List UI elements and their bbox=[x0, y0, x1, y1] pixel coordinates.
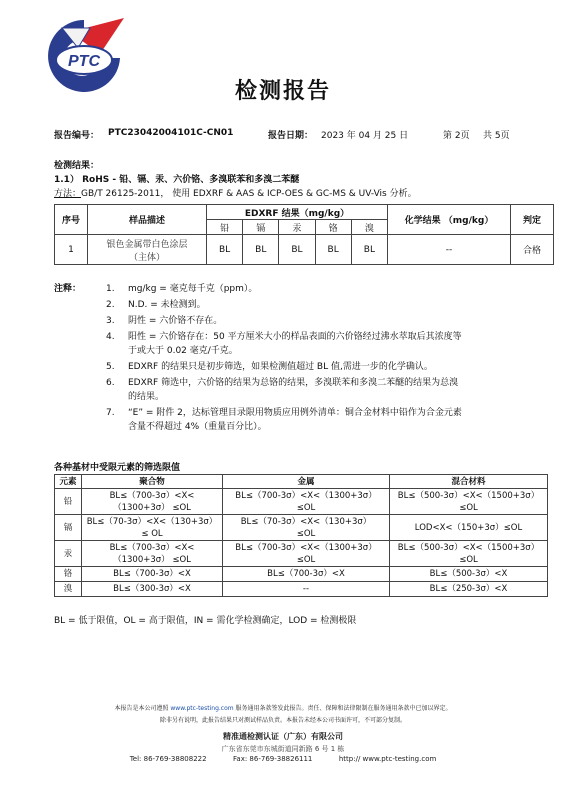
row-no: 1 bbox=[55, 235, 88, 265]
page-current: 第 2页 bbox=[443, 131, 470, 141]
col-chem: 化学结果 （mg/kg） bbox=[388, 205, 511, 235]
limits-heading: 各种基材中受限元素的筛选限值 bbox=[54, 463, 181, 473]
cell-mixed: BL≤（250-3σ）<X bbox=[390, 582, 548, 597]
cell-mixed: LOD<X<（150+3σ）≤OL bbox=[390, 515, 548, 541]
cell-metal: -- bbox=[223, 582, 390, 597]
footer-contact bbox=[0, 755, 566, 763]
elem-header: 溴 bbox=[351, 220, 387, 235]
cell-polymer: BL≤（700-3σ）<X< （1300+3σ） ≤OL bbox=[82, 489, 223, 515]
limits-table bbox=[54, 474, 548, 597]
col-edxrf: EDXRF 结果（mg/kg） bbox=[207, 205, 388, 220]
report-date-label: 报告日期： bbox=[268, 131, 314, 141]
col-metal: 金属 bbox=[223, 475, 390, 489]
row-element: 汞 bbox=[55, 541, 82, 567]
note-item: 5. EDXRF 的结果只是初步筛选，如果检测值超过 BL 值,需进一步的化学确认。 bbox=[106, 362, 433, 372]
row-chem: -- bbox=[388, 235, 511, 265]
row-element: 溴 bbox=[55, 582, 82, 597]
note-item: 7. “E” = 附件 2，达标管理目录限用物质应用例外清单：铜合金材料中铅作为合金元素 含量不得超过 4%（重量百分比）。 bbox=[106, 408, 462, 432]
results-subheading: 1.1） RoHS - 铅、镉、汞、六价铬、多溴联苯和多溴二苯醚 bbox=[54, 175, 300, 185]
row-value: BL bbox=[243, 235, 279, 265]
col-no: 序号 bbox=[55, 205, 88, 235]
elem-header: 汞 bbox=[279, 220, 315, 235]
note-item: 2. N.D. = 未检测到。 bbox=[106, 300, 206, 310]
footer-disclaimer: 除非另有说明，此报告结果只对测试样品负责。本报告未经本公司书面许可，不可部分复制。 bbox=[159, 717, 406, 724]
cell-polymer: BL≤（70-3σ）<X<（130+3σ） ≤ OL bbox=[82, 515, 223, 541]
method-line bbox=[54, 186, 417, 199]
notes-list bbox=[106, 282, 526, 434]
notes-label: 注释： bbox=[54, 284, 82, 294]
table-row bbox=[55, 489, 548, 515]
limits-legend: BL = 低于限值，OL = 高于限值，IN = 需化学检测确定，LOD = 检测极限 bbox=[54, 616, 357, 626]
footer-address: 广东省东莞市东城街道同新路 6 号 1 栋 bbox=[221, 745, 345, 753]
results-heading: 检测结果： bbox=[54, 161, 100, 171]
note-item: 4. 阳性 = 六价铬存在：50 平方厘米大小的样品表面的六价铬经过沸水萃取后其浓度等 于或大于 0.02 毫克/千克。 bbox=[106, 332, 462, 356]
row-value: BL bbox=[207, 235, 243, 265]
col-polymer: 聚合物 bbox=[82, 475, 223, 489]
footer-web[interactable]: http:// www.ptc-testing.com bbox=[338, 755, 437, 763]
table-row bbox=[55, 235, 554, 265]
row-value: BL bbox=[279, 235, 315, 265]
svg-text:PTC: PTC bbox=[68, 53, 100, 70]
results-table bbox=[54, 204, 554, 265]
row-element: 铬 bbox=[55, 567, 82, 582]
table-row bbox=[55, 541, 548, 567]
report-date: 2023 年 04 月 25 日 bbox=[321, 131, 409, 141]
page-title: 检测报告 bbox=[234, 79, 331, 104]
cell-polymer: BL≤（300-3σ）<X bbox=[82, 582, 223, 597]
footer-fax: Fax: 86-769-38826111 bbox=[233, 755, 313, 763]
row-desc: 银色金属带白色涂层 （主体） bbox=[88, 235, 207, 265]
elem-header: 铬 bbox=[315, 220, 351, 235]
col-desc: 样品描述 bbox=[88, 205, 207, 235]
col-element: 元素 bbox=[55, 475, 82, 489]
col-mixed: 混合材料 bbox=[390, 475, 548, 489]
cell-mixed: BL≤（500-3σ）<X<（1500+3σ） ≤OL bbox=[390, 541, 548, 567]
cell-metal: BL≤（70-3σ）<X<（130+3σ） ≤OL bbox=[223, 515, 390, 541]
report-number-label: 报告编号： bbox=[54, 131, 100, 141]
cell-polymer: BL≤（700-3σ）<X< （1300+3σ） ≤OL bbox=[82, 541, 223, 567]
method-label: 方法： bbox=[54, 189, 82, 199]
page-total: 共 5页 bbox=[483, 131, 510, 141]
elem-header: 铅 bbox=[207, 220, 243, 235]
table-row bbox=[55, 567, 548, 582]
note-item: 3. 阴性 = 六价铬不存在。 bbox=[106, 316, 223, 326]
cell-metal: BL≤（700-3σ）<X<（1300+3σ） ≤OL bbox=[223, 541, 390, 567]
table-row bbox=[55, 582, 548, 597]
cell-mixed: BL≤（500-3σ）<X bbox=[390, 567, 548, 582]
method-text: GB/T 26125-2011， 使用 EDXRF & AAS & ICP-OES & GC-MS & UV-Vis 分析。 bbox=[81, 189, 417, 199]
footer-terms: 本报告是本公司遵照 www.ptc-testing.com 服务通用条款签发此报告。责任、保障和法律限制在服务通用条款中已加以界定。 bbox=[114, 705, 452, 712]
footer-url[interactable]: www.ptc-testing.com bbox=[170, 705, 234, 712]
row-value: BL bbox=[315, 235, 351, 265]
cell-polymer: BL≤（700-3σ）<X bbox=[82, 567, 223, 582]
row-value: BL bbox=[351, 235, 387, 265]
table-row bbox=[55, 515, 548, 541]
note-item: 1. mg/kg = 毫克每千克（ppm）。 bbox=[106, 284, 258, 294]
footer-company: 精准通检测认证（广东）有限公司 bbox=[223, 732, 343, 741]
row-element: 铅 bbox=[55, 489, 82, 515]
cell-mixed: BL≤（500-3σ）<X<（1500+3σ） ≤OL bbox=[390, 489, 548, 515]
note-item: 6. EDXRF 筛选中，六价铬的结果为总铬的结果，多溴联苯和多溴二苯醚的结果为总溴 的结果。 bbox=[106, 378, 459, 402]
report-number: PTC23042004101C-CN01 bbox=[108, 128, 234, 138]
elem-header: 镉 bbox=[243, 220, 279, 235]
cell-metal: BL≤（700-3σ）<X bbox=[223, 567, 390, 582]
col-judge: 判定 bbox=[511, 205, 554, 235]
cell-metal: BL≤（700-3σ）<X<（1300+3σ） ≤OL bbox=[223, 489, 390, 515]
row-element: 镉 bbox=[55, 515, 82, 541]
footer-tel: Tel: 86-769-38808222 bbox=[129, 755, 207, 763]
row-judge: 合格 bbox=[511, 235, 554, 265]
